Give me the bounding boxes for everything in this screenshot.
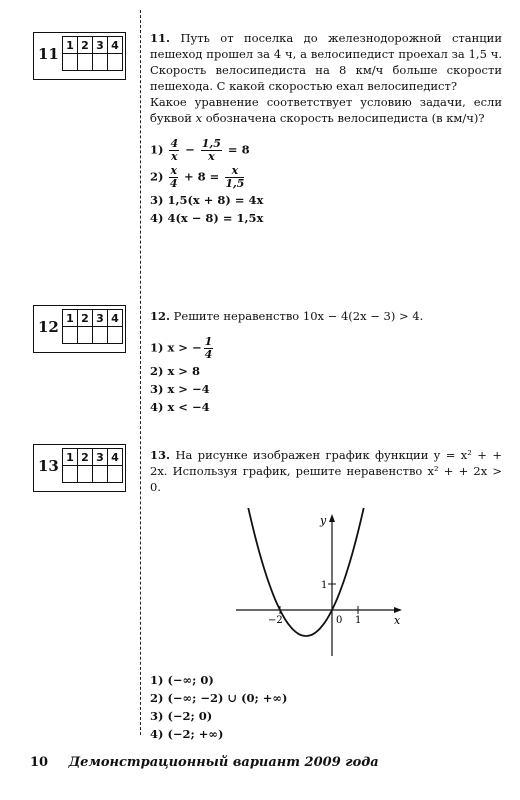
- option-label: 1) x > −: [150, 340, 202, 355]
- task-number: 11.: [150, 31, 171, 45]
- operator: −: [181, 142, 199, 157]
- option-3[interactable]: 3) 1,5(x + 8) = 4x: [150, 193, 264, 207]
- answer-box-number: 11: [38, 45, 59, 63]
- tick-label-0: 0: [336, 615, 343, 626]
- task-12-statement: [150, 308, 502, 324]
- parabola-curve: [242, 508, 369, 636]
- option-3[interactable]: 3) x > −4: [150, 382, 210, 396]
- task-number: 13.: [150, 448, 171, 462]
- x-axis-label: x: [394, 614, 401, 627]
- fraction: [225, 165, 244, 190]
- page-number: 10: [30, 755, 49, 770]
- task-13-options: [150, 670, 502, 742]
- answer-cell-label: 3: [93, 310, 108, 327]
- answer-cell-label: 4: [108, 310, 123, 327]
- task-13-statement: [150, 447, 502, 495]
- option-label: 2): [150, 169, 164, 184]
- x-axis-arrow: [394, 607, 402, 613]
- answer-cell-input[interactable]: [93, 327, 108, 344]
- answer-cell-input[interactable]: [63, 54, 78, 71]
- answer-cell-input[interactable]: [108, 466, 123, 483]
- answer-cell-input[interactable]: [78, 327, 93, 344]
- denominator: x: [171, 150, 178, 163]
- answer-cell-label: 4: [108, 37, 123, 54]
- option-4[interactable]: 4) 4(x − 8) = 1,5x: [150, 211, 264, 225]
- task-text: На рисунке изображен график функции y = x² + + 2x. Используя график, решите неравенство x² + + 2x > 0.: [150, 448, 502, 494]
- fraction: [169, 138, 179, 163]
- answer-cell-input[interactable]: [108, 327, 123, 344]
- numerator: x: [225, 165, 244, 178]
- task-13: [150, 447, 502, 495]
- task-12: [150, 308, 502, 415]
- cut-line-divider: [140, 10, 141, 735]
- variable: x: [195, 111, 203, 125]
- numerator: x: [170, 164, 178, 177]
- answer-cell-label: 1: [63, 37, 78, 54]
- answer-cell-input[interactable]: [63, 327, 78, 344]
- option-2[interactable]: [150, 165, 502, 190]
- numerator: 1,5: [201, 137, 221, 150]
- answer-cell-input[interactable]: [108, 54, 123, 71]
- task-question-b: обозначена скорость велосипедиста (в км/ч)?: [202, 111, 485, 125]
- option-1[interactable]: [150, 336, 502, 361]
- answer-box-number: 12: [38, 318, 59, 336]
- tick-label-1-x: 1: [355, 615, 362, 626]
- answer-cell-label: 1: [63, 449, 78, 466]
- task-question-a: Какое уравнение соответствует условию задачи, если буквой: [150, 95, 502, 125]
- answer-cell-label: 2: [78, 37, 93, 54]
- denominator: 1,5: [225, 177, 245, 190]
- answer-cell-label: 4: [108, 449, 123, 466]
- answer-cell-label: 3: [93, 37, 108, 54]
- answer-cell-label: 3: [93, 449, 108, 466]
- answer-grid: [62, 309, 123, 344]
- tick-label-1-y: 1: [321, 580, 328, 591]
- numerator: 4: [170, 137, 179, 150]
- option-2[interactable]: 2) (−∞; −2) ∪ (0; +∞): [150, 691, 288, 705]
- answer-box-11: [33, 32, 126, 80]
- denominator: 4: [169, 177, 178, 190]
- answer-box-13: [33, 444, 126, 492]
- fraction: [169, 165, 178, 190]
- answer-cell-input[interactable]: [78, 466, 93, 483]
- option-1[interactable]: 1) (−∞; 0): [150, 673, 214, 687]
- page-footer: [30, 755, 379, 770]
- task-11: [150, 30, 502, 226]
- option-label: 1): [150, 142, 164, 157]
- fraction: [204, 336, 214, 361]
- task-number: 12.: [150, 309, 171, 323]
- function-graph: [230, 508, 410, 658]
- option-4[interactable]: 4) (−2; +∞): [150, 727, 224, 741]
- answer-cell-input[interactable]: [78, 54, 93, 71]
- task-11-statement: [150, 30, 502, 126]
- option-4[interactable]: 4) x < −4: [150, 400, 210, 414]
- task-text: Путь от поселка до железнодорожной станции пешеход прошел за 4 ч, а велосипедист проехал за 1,5 ч. Скорость велосипедиста на 8 км/ч больше скорости пешехода. С какой скоростью ехал велосипедист?: [150, 31, 503, 93]
- y-axis-label: y: [320, 514, 327, 527]
- answer-box-12: [33, 305, 126, 353]
- option-2[interactable]: 2) x > 8: [150, 364, 200, 378]
- answer-grid: [62, 448, 123, 483]
- answer-cell-input[interactable]: [93, 54, 108, 71]
- answer-cell-label: 1: [63, 310, 78, 327]
- option-3[interactable]: 3) (−2; 0): [150, 709, 213, 723]
- denominator: 4: [204, 348, 213, 361]
- answer-grid: [62, 36, 123, 71]
- answer-cell-label: 2: [78, 310, 93, 327]
- y-axis-arrow: [329, 514, 335, 522]
- answer-box-number: 13: [38, 457, 59, 475]
- task-text: Решите неравенство 10x − 4(2x − 3) > 4.: [173, 309, 424, 323]
- footer-title: Демонстрационный вариант 2009 года: [68, 755, 379, 770]
- operator: + 8 =: [180, 169, 224, 184]
- equation-tail: = 8: [223, 142, 250, 157]
- numerator: 1: [204, 335, 213, 348]
- answer-cell-label: 2: [78, 449, 93, 466]
- answer-cell-input[interactable]: [63, 466, 78, 483]
- answer-cell-input[interactable]: [93, 466, 108, 483]
- option-1[interactable]: [150, 138, 502, 163]
- denominator: x: [208, 150, 215, 163]
- tick-label-neg2: −2: [268, 615, 283, 626]
- fraction: [201, 138, 222, 163]
